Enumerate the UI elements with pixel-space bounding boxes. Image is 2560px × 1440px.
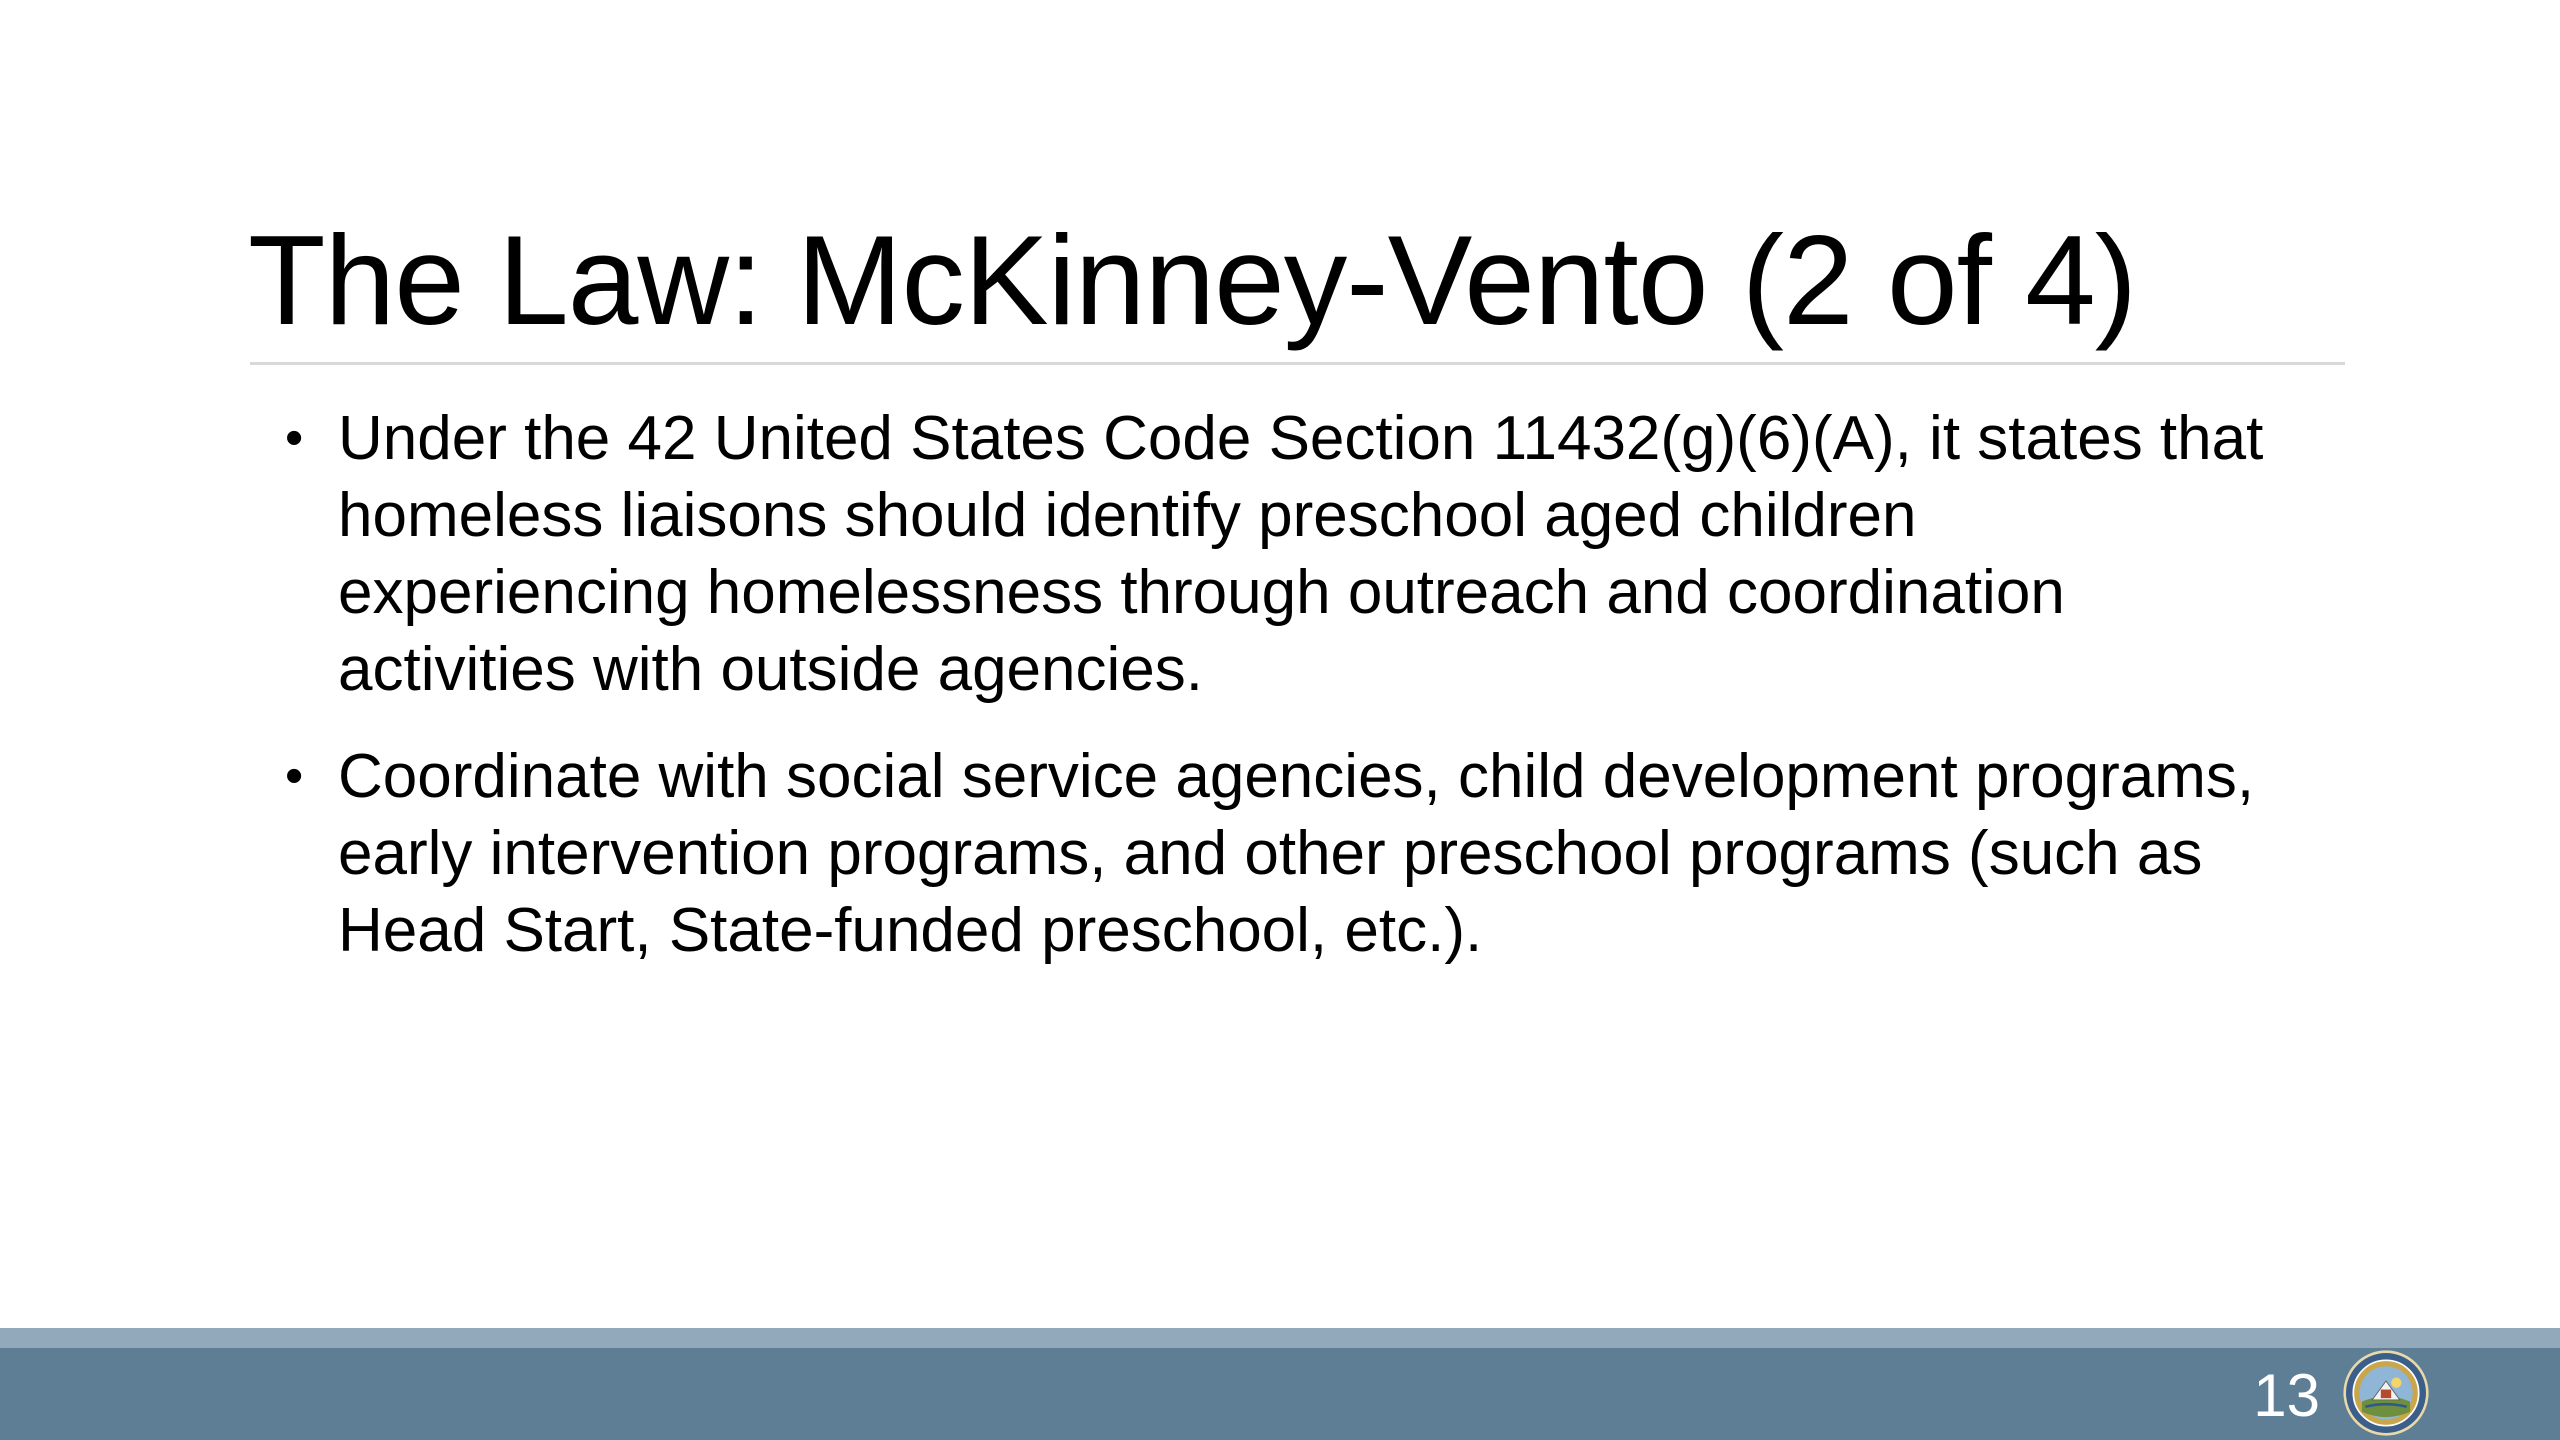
bullet-line: Under the 42 United States Code Section 11432(g)(6)(A), it states that bbox=[338, 404, 2264, 473]
bullet-dot-icon: • bbox=[285, 747, 304, 805]
bullet-list bbox=[280, 400, 2360, 999]
slide-number: 13 bbox=[2253, 1362, 2320, 1429]
bullet-line: early intervention programs, and other preschool programs (such as bbox=[338, 819, 2203, 888]
bullet-line: experiencing homelessness through outreach and coordination bbox=[338, 558, 2065, 627]
footer-stripe bbox=[0, 1328, 2560, 1348]
bullet-line: Coordinate with social service agencies, child development programs, bbox=[338, 742, 2255, 811]
bullet-dot-icon: • bbox=[285, 409, 304, 467]
slide-title: The Law: McKinney-Vento (2 of 4) bbox=[248, 209, 2137, 351]
bullet-item bbox=[280, 400, 2360, 708]
bullet-item bbox=[280, 738, 2360, 969]
bullet-line: homeless liaisons should identify preschool aged children bbox=[338, 481, 1917, 550]
bullet-line: activities with outside agencies. bbox=[338, 635, 1204, 704]
bullet-line: Head Start, State-funded preschool, etc.). bbox=[338, 896, 1483, 965]
state-seal-icon bbox=[2343, 1350, 2429, 1436]
title-divider bbox=[250, 362, 2345, 365]
